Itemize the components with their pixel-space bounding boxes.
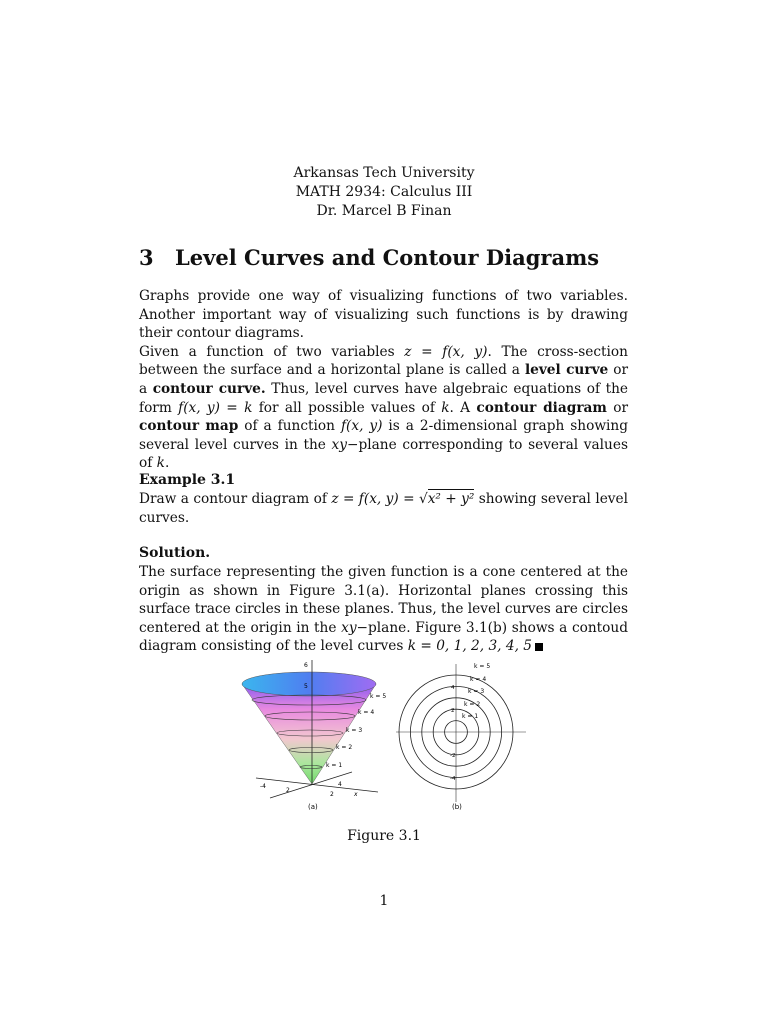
intro-paragraph-2: Given a function of two variables z = f(x, y). The cross-section between the surface and a horizontal plane is called a level curve or a contour curve. Thus, level curves have algebraic equations of the form f(x, y) = k for all possible values of k. A contour diagram or contour map of a function f(x, y) is a 2-dimensional graph showing several level curves in the xy−plane corresponding to several values of k. [139, 343, 628, 472]
cone-level-label: k = 3 [346, 727, 363, 734]
sqrt-body: x² + y² [427, 491, 475, 507]
contour-level-label: k = 5 [474, 663, 491, 670]
sqrt-symbol: √ [418, 491, 428, 507]
qed-square [535, 643, 543, 651]
section-title-text: Level Curves and Contour Diagrams [175, 245, 600, 270]
course-name: MATH 2934: Calculus III [295, 184, 473, 200]
section-number: 3 [139, 245, 154, 270]
instructor-name: Dr. Marcel B Finan [316, 203, 452, 219]
term-level-curve: level curve [524, 362, 609, 379]
figure-a-label: (a) [308, 803, 318, 811]
page-number: 1 [379, 893, 389, 909]
document-header [0, 164, 768, 221]
intro-text [139, 287, 628, 473]
solution-heading: Solution. [139, 545, 211, 561]
intro-paragraph-1: Graphs provide one way of visualizing functions of two variables. Another important way of visualizing such functions is by drawing their contour diagrams. [139, 288, 628, 342]
example-heading: Example 3.1 [139, 472, 236, 488]
cone-x-tick: 2 [286, 787, 290, 794]
contour-y-tick: -2 [450, 753, 456, 759]
cone-surface [242, 684, 376, 784]
term-contour-curve: contour curve. [152, 380, 266, 397]
cone-level-label: k = 1 [326, 762, 343, 769]
cone-x-tick: 2 [330, 791, 334, 798]
university-name: Arkansas Tech University [293, 165, 475, 181]
contour-y-tick: 4 [451, 685, 455, 691]
contour-level-label: k = 3 [468, 688, 485, 695]
figure-caption: Figure 3.1 [347, 828, 421, 844]
term-contour-diagram: contour diagram [476, 399, 607, 416]
figure-3-1b-contour [392, 656, 532, 816]
figure-b-label: (b) [452, 803, 462, 811]
cone-level-label: k = 2 [336, 744, 353, 751]
contour-y-tick: 2 [451, 708, 455, 714]
cone-x-tick: 4 [338, 781, 342, 788]
contour-level-label: k = 1 [462, 713, 479, 720]
term-contour-map: contour map [139, 418, 239, 435]
cone-top-ellipse [242, 672, 376, 696]
cone-x-tick-neg: -4 [260, 783, 266, 790]
solution-text: The surface representing the given function is a cone centered at the origin as shown in Figure 3.1(a). Horizontal planes crossing this surface trace circles in these planes. Thus, the level curves are circles centered at the origin in the xy−plane. Figure 3.1(b) shows a contoud diagram consisting of the level curves k = 0, 1, 2, 3, 4, 5 [139, 564, 628, 655]
example-text: Draw a contour diagram of z = f(x, y) = √x² + y² showing several level curves. [139, 491, 629, 526]
cone-level-label: k = 5 [370, 693, 387, 700]
contour-level-label: k = 2 [464, 701, 481, 708]
cone-x-axis-label: x [354, 791, 358, 798]
section-title [139, 245, 599, 270]
contour-level-label: k = 4 [470, 676, 487, 683]
cone-level-label: k = 4 [358, 709, 375, 716]
cone-z-tick-top: 6 [304, 662, 308, 669]
contour-y-tick: -4 [450, 776, 456, 782]
figure-3-1a-cone [240, 656, 390, 816]
x-axis-line [256, 778, 378, 792]
cone-z-tick-mid: 5 [304, 683, 308, 690]
